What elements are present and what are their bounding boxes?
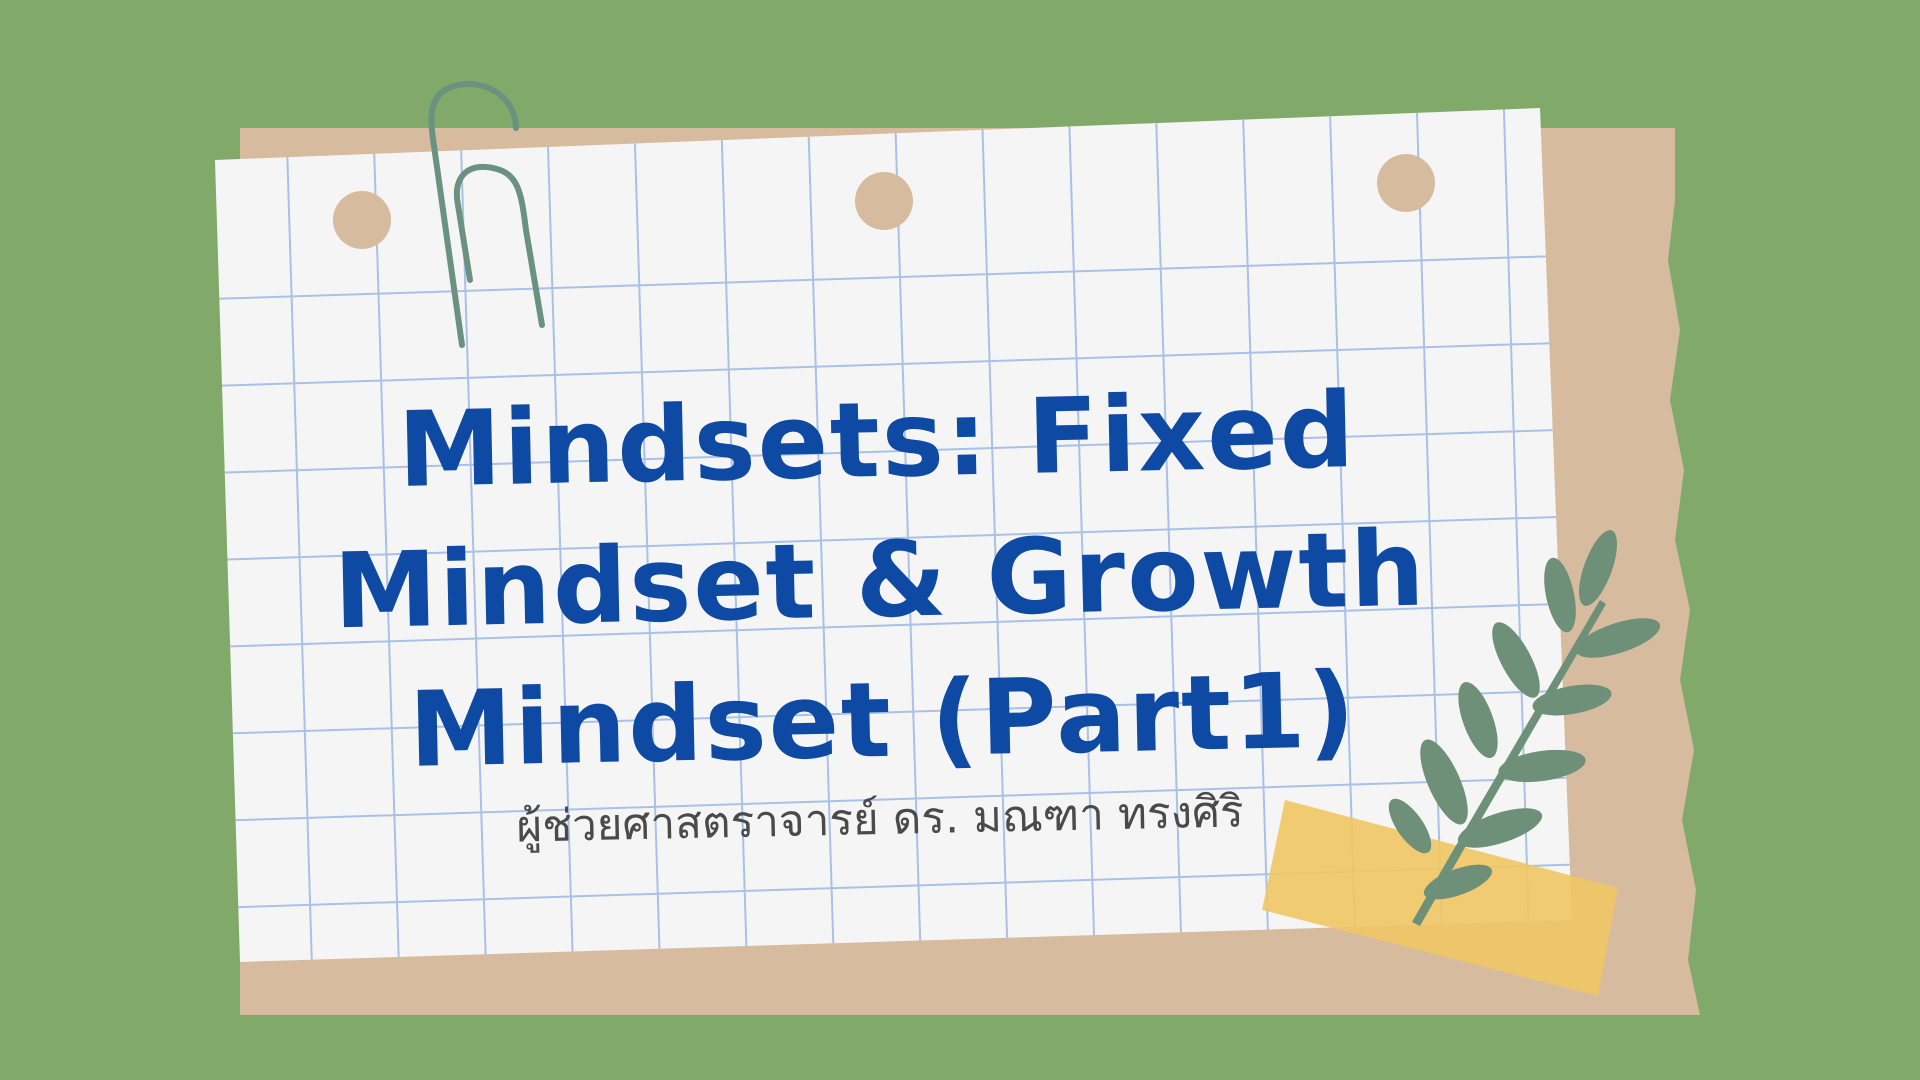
binder-hole-icon	[333, 191, 391, 249]
title-line-1: Mindsets: Fixed	[396, 368, 1358, 511]
binder-hole-icon	[855, 172, 913, 230]
title-line-2: Mindset & Growth	[332, 507, 1428, 653]
author-name: ผู้ช่วยศาสตราจารย์ ดร. มณฑา ทรงศิริ	[515, 786, 1245, 853]
binder-hole-icon	[1377, 154, 1435, 212]
slide-title	[326, 358, 1435, 801]
title-line-3: Mindset (Part1)	[407, 648, 1359, 791]
